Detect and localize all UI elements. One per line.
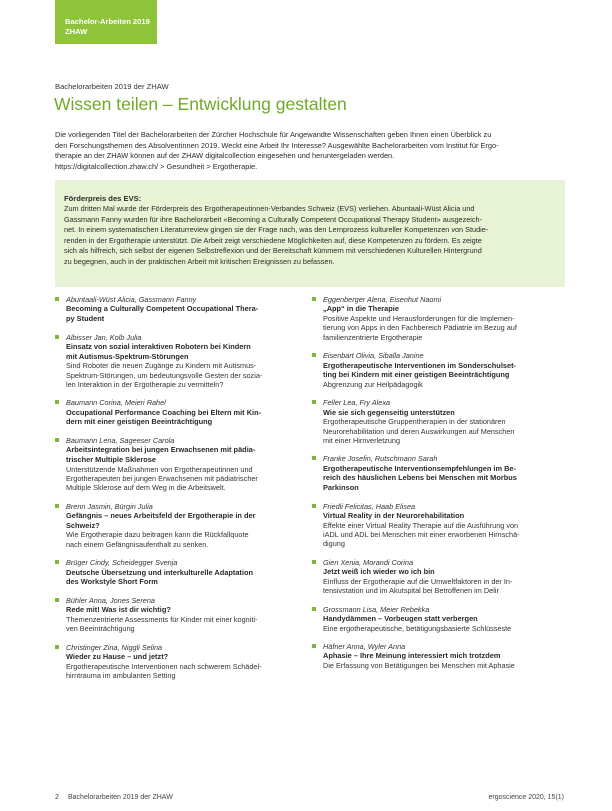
thesis-description: Spektrum-Störungen, um bedeutungsvolle Gesten der sozia- [66, 370, 263, 380]
thesis-title: Arbeitsintegration bei jungen Erwachsenen mit pädia- [66, 445, 256, 455]
thesis-entry [312, 295, 557, 342]
thesis-description: Ergotherapeuten bei jungen Erwachsenen mit pädiatrischer [66, 474, 258, 483]
thesis-description: familienzentrierte Ergotherapie [323, 332, 423, 342]
thesis-title: trischer Multiple Sklerose [66, 455, 156, 464]
intro-link[interactable]: https://digitalcollection.zhaw.ch/ > Gesundheit > Ergotherapie. [55, 161, 258, 171]
thesis-description: Ergotherapeutische Interventionen nach schwerem Schädel- [66, 661, 262, 671]
thesis-title: Wie sie sich gegenseitig unterstützen [323, 407, 455, 417]
page-number: 2 [55, 794, 59, 801]
thesis-title: „App“ in die Therapie [323, 304, 399, 314]
award-box-title: Förderpreis des EVS: [64, 194, 142, 203]
thesis-description: mit einer Hirnverletzung [323, 436, 401, 446]
thesis-authors: Häfner Anna, Wyler Anna [323, 642, 406, 652]
thesis-title: Einsatz von sozial interaktiven Robotern bei Kindern [66, 342, 251, 351]
thesis-description: Sind Roboter die neuen Zugänge zu Kindern mit Autismus- [66, 361, 257, 371]
thesis-description: Positive Aspekte und Herausforderungen für die Implemen- [323, 314, 515, 323]
thesis-list-left [55, 295, 300, 689]
thesis-description: hirntrauma im ambulanten Setting [66, 671, 176, 681]
award-box-line: net. In einem systematischen Literaturreview gingen sie der Frage nach, was den Lernprozess kultureller Kompetenzen von Studie- [64, 225, 489, 235]
thesis-title: Aphasie – Ihre Meinung interessiert mich trotzdem [323, 651, 501, 661]
thesis-description: Themenzentrierte Assessments für Kinder mit einer kogniti- [66, 614, 258, 624]
thesis-title: reich des häuslichen Lebens bei Menschen mit Morbus [323, 473, 517, 483]
thesis-entry [55, 502, 300, 549]
thesis-entry [55, 643, 300, 681]
thesis-description: Effekte einer Virtual Reality Therapie auf die Ausführung von [323, 520, 519, 530]
thesis-description: Wie Ergotherapie dazu beitragen kann die Rückfallquote [66, 530, 249, 540]
bullet-square-icon [312, 353, 316, 357]
intro-paragraph [55, 130, 567, 172]
award-box-line: Gassmann Fanny wurden für ihre Bachelorarbeit «Becoming a Culturally Competent Occupational Therapy Student» ausgezeich- [64, 214, 483, 224]
bullet-square-icon [55, 297, 59, 301]
thesis-authors: Friedli Felicitas, Haab Elisea [323, 501, 416, 511]
thesis-title: des Workstyle Short Form [66, 577, 158, 587]
thesis-description: tierung von Apps in den Fachbereich Pädiatrie im Bezug auf [323, 323, 517, 333]
thesis-title: Virtual Reality in der Neurorehabilitation [323, 511, 465, 521]
thesis-title: Rede mit! Was ist dir wichtig? [66, 605, 171, 615]
thesis-title: Gefängnis – neues Arbeitsfeld der Ergotherapie in der [66, 511, 256, 521]
bullet-square-icon [55, 438, 59, 442]
bullet-square-icon [312, 560, 316, 564]
kicker: Bachelorarbeiten 2019 der ZHAW [55, 82, 169, 91]
thesis-title: dern mit einer geistigen Beeinträchtigung [66, 417, 213, 427]
thesis-title: Occupational Performance Coaching bei Eltern mit Kin- [66, 407, 262, 417]
thesis-entry [312, 558, 557, 596]
intro-line: Die vorliegenden Titel der Bachelorarbeiten der Zürcher Hochschule für Angewandte Wissenschaften geben Ihnen einen Überblick zu [55, 130, 492, 139]
award-box [55, 180, 565, 287]
bullet-square-icon [312, 400, 316, 404]
thesis-authors: Albisser Jan, Kolb Julia [66, 332, 142, 342]
bullet-square-icon [55, 598, 59, 602]
thesis-entry [312, 398, 557, 445]
thesis-description: Abgrenzung zur Heilpädagogik [323, 379, 423, 389]
intro-line: therapie an der ZHAW können auf der ZHAW digitalcollection eingesehen und heruntergeladen werden. [55, 151, 395, 161]
thesis-title: Parkinson [323, 483, 359, 493]
thesis-description: Neurorehabilitation und deren Auswirkungen auf Menschen [323, 426, 515, 436]
thesis-title: Deutsche Übersetzung und interkulturelle Adaptation [66, 567, 253, 577]
thesis-description: Die Erfassung von Betätigungen bei Menschen mit Aphasie [323, 661, 515, 671]
thesis-entry [55, 596, 300, 634]
thesis-description: digung [323, 539, 345, 549]
thesis-title: py Student [66, 314, 105, 323]
thesis-authors: Brüger Cindy, Scheidegger Svenja [66, 558, 178, 568]
thesis-title: mit Autismus-Spektrum-Störungen [66, 351, 189, 361]
thesis-title: Jetzt weiß ich wieder wo ich bin [323, 567, 435, 577]
intro-line: den Forschungsthemen des Absolventinnen 2019. Weckt eine Arbeit Ihr Interesse? Ausgewählte Bachelorarbeiten vom Institut für Ergo- [55, 140, 499, 150]
section-tab-line2: ZHAW [65, 27, 88, 36]
award-box-line: Zum dritten Mal wurde der Förderpreis des Ergotherapeutinnen-Verbandes Schweiz (EVS) verliehen. Abuntaali-Wüst Alicia und [64, 204, 475, 213]
thesis-description: tensivstation und im Akutspital bei Betroffenen im Delir [323, 586, 499, 596]
thesis-authors: Franke Josefin, Rutschmann Sarah [323, 454, 438, 464]
thesis-description: Eine ergotherapeutische, betätigungsbasierte Schlüsseste [323, 623, 512, 633]
bullet-square-icon [55, 504, 59, 508]
thesis-authors: Gien Xenia, Morandi Corina [323, 557, 414, 567]
thesis-entry [55, 436, 300, 493]
bullet-square-icon [55, 335, 59, 339]
bullet-square-icon [312, 456, 316, 460]
footer-journal: ergoscience 2020, 15(1) [488, 794, 564, 801]
thesis-entry [312, 351, 557, 389]
thesis-authors: Feller Lea, Fry Alexa [323, 398, 391, 408]
footer-source: Bachelorarbeiten 2019 der ZHAW [68, 794, 173, 801]
thesis-authors: Brenn Jasmin, Bürgin Julia [66, 501, 153, 511]
section-tab-line1: Bachelor-Arbeiten 2019 [65, 17, 150, 26]
bullet-square-icon [312, 297, 316, 301]
thesis-entry [55, 558, 300, 587]
thesis-entry [312, 605, 557, 633]
thesis-entry [55, 333, 300, 390]
bullet-square-icon [312, 504, 316, 508]
award-box-line: zu begegnen, auch in der praktischen Arbeit mit kritischen Ereignissen zu befassen. [64, 256, 335, 266]
page-title: Wissen teilen – Entwicklung gestalten [54, 94, 347, 114]
thesis-authors: Baumann Lena, Sageeser Carola [66, 436, 175, 445]
thesis-description: Multiple Sklerose auf dem Weg in die Arbeitswelt. [66, 483, 226, 493]
thesis-description: len Interaktion in der Ergotherapie zu vermitteln? [66, 380, 224, 389]
thesis-list-right [312, 295, 557, 679]
thesis-description: nach einem Gefängnisaufenthalt zu senken. [66, 539, 209, 549]
thesis-authors: Eggenberger Alena, Eisenhut Naomi [323, 295, 442, 304]
thesis-authors: Christinger Zina, Niggli Selina [66, 642, 163, 652]
thesis-entry [55, 398, 300, 427]
thesis-title: Ergotherapeutische Interventionen im Sonderschulset- [323, 360, 517, 370]
thesis-title: ting bei Kindern mit einer geistigen Beeinträchtigung [323, 370, 510, 380]
thesis-authors: Baumann Corina, Meieri Rahel [66, 398, 166, 408]
bullet-square-icon [312, 644, 316, 648]
thesis-entry [55, 295, 300, 324]
bullet-square-icon [55, 560, 59, 564]
thesis-entry [312, 642, 557, 670]
thesis-description: iADL und ADL bei Menschen mit einer erworbenen Hirnschä- [323, 530, 520, 540]
thesis-title: Becoming a Culturally Competent Occupational Thera- [66, 304, 259, 314]
thesis-title: Handydämmen – Vorbeugen statt verbergen [323, 614, 478, 624]
thesis-description: Ergotherapeutische Gruppentherapien in der stationären [323, 417, 506, 427]
section-tab [55, 0, 157, 44]
thesis-title: Wieder zu Hause – und jetzt? [66, 652, 169, 662]
thesis-description: ven Beeinträchtigung [66, 624, 135, 634]
bullet-square-icon [55, 400, 59, 404]
thesis-title: Schweiz? [66, 520, 100, 530]
thesis-description: Einfluss der Ergotherapie auf die Umweltfaktoren in der In- [323, 576, 513, 586]
bullet-square-icon [312, 607, 316, 611]
thesis-authors: Bühler Anna, Jones Serena [66, 595, 155, 605]
thesis-authors: Abuntaali-Wüst Alicia, Gassmann Fanny [66, 295, 197, 304]
thesis-authors: Grossmann Lisa, Meier Rebekka [323, 604, 430, 614]
award-box-line: renden in der Ergotherapie unterstützt. Die Arbeit zeigt verschiedene Möglichkeiten auf, diese Kompetenzen zu fördern. Es zeigte [64, 235, 482, 245]
thesis-title: Ergotherapeutische Interventionsempfehlungen im Be- [323, 463, 517, 473]
bullet-square-icon [55, 645, 59, 649]
thesis-entry [312, 454, 557, 492]
thesis-entry [312, 502, 557, 549]
award-box-line: sich als hilfreich, sich selbst der eigenen Selbstreflexion und der Bereitschaft kümmern mit verschiedenen Kulturellen Hintergrund [64, 246, 482, 256]
thesis-authors: Eisenbart Olivia, Siballa Janine [323, 351, 424, 361]
thesis-description: Unterstützende Maßnahmen von Ergotherapeutinnen und [66, 464, 253, 474]
